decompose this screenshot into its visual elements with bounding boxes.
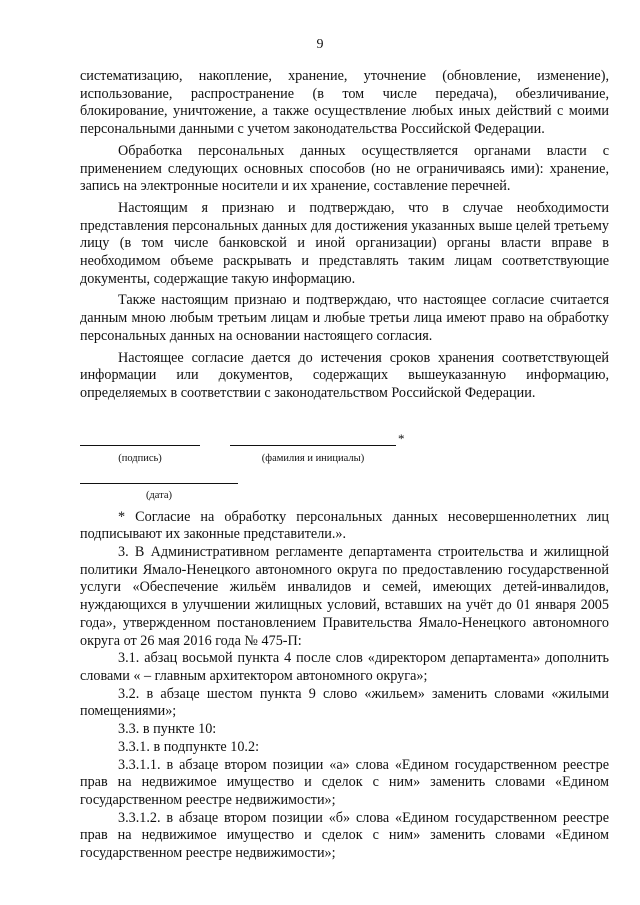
- page-number: 9: [316, 37, 324, 52]
- signature-block: [80, 427, 609, 509]
- document-body: [80, 68, 609, 863]
- signature-line: [80, 445, 200, 446]
- paragraph: 3.3.1. в подпункте 10.2:: [118, 738, 260, 755]
- paragraph: систематизацию, накопление, хранение, уточнение (обновление, изменение), использование, распространение (в том числе передача), обезличивание, блокирование, уничтожение, а также осуществление любых иных действий с моими персональными данными с учетом законодательства Российской Федерации.: [80, 68, 609, 138]
- paragraph: Также настоящим признаю и подтверждаю, что настоящее согласие считается данным мною любым третьим лицам и любые третьи лица имеют право на обработку персональных данных на основании настоящего согласия.: [80, 292, 609, 344]
- footnote-asterisk: *: [398, 430, 405, 446]
- paragraph: 3.1. абзац восьмой пункта 4 после слов «директором департамента» дополнить словами « – главным архитектором автономного округа»;: [80, 650, 609, 684]
- name-line: [230, 445, 396, 446]
- paragraph: 3.2. в абзаце шестом пункта 9 слово «жильем» заменить словами «жилыми помещениями»;: [80, 685, 609, 720]
- paragraph: 3. В Административном регламенте департамента строительства и жилищной политики Ямало-Ненецкого автономного округа по предоставлению государственной услуги «Обеспечение жильём инвалидов и семей, имеющих детей-инвалидов, нуждающихся в улучшении жилищных условий, вставших на учёт до 01 января 2005 года», утвержденном постановлением Правительства Ямало-Ненецкого автономного округа от 26 мая 2016 года № 475-П:: [80, 544, 609, 649]
- paragraph: Настоящее согласие дается до истечения сроков хранения соответствующей информации или документов, содержащих вышеуказанную информацию, определяемых в соответствии с законодательством Российской Федерации.: [80, 349, 609, 401]
- date-caption: (дата): [145, 489, 173, 501]
- paragraph: 3.3. в пункте 10:: [118, 721, 217, 738]
- amendments-section: [80, 509, 609, 863]
- paragraph: * Согласие на обработку персональных данных несовершеннолетних лиц подписывают их законные представители.».: [80, 508, 609, 543]
- paragraph: 3.3.1.1. в абзаце втором позиции «а» слова «Едином государственном реестре прав на недвижимое имущество и сделок с ним» заменить словами «Едином государственном реестре недвижимости»;: [80, 756, 609, 808]
- date-line: [80, 483, 238, 484]
- name-caption: (фамилия и инициалы): [261, 452, 365, 464]
- consent-text-section: [80, 68, 609, 403]
- paragraph: Настоящим я признаю и подтверждаю, что в случае необходимости представления персональных данных для достижения указанных выше целей третьему лицу (в том числе банковской и иной организации) органы власти вправе в необходимом объеме раскрывать и представлять таким лицам соответствующие документы, содержащие такую информацию.: [80, 199, 609, 287]
- signature-caption: (подпись): [118, 452, 162, 464]
- paragraph: Обработка персональных данных осуществляется органами власти с применением следующих основных способов (но не ограничиваясь ими): хранение, запись на электронные носители и их хранение, составление перечней.: [80, 142, 609, 195]
- paragraph: 3.3.1.2. в абзаце втором позиции «б» слова «Едином государственном реестре прав на недвижимое имущество и сделок с ним» заменить словами «Едином государственном реестре недвижимости»;: [80, 809, 609, 862]
